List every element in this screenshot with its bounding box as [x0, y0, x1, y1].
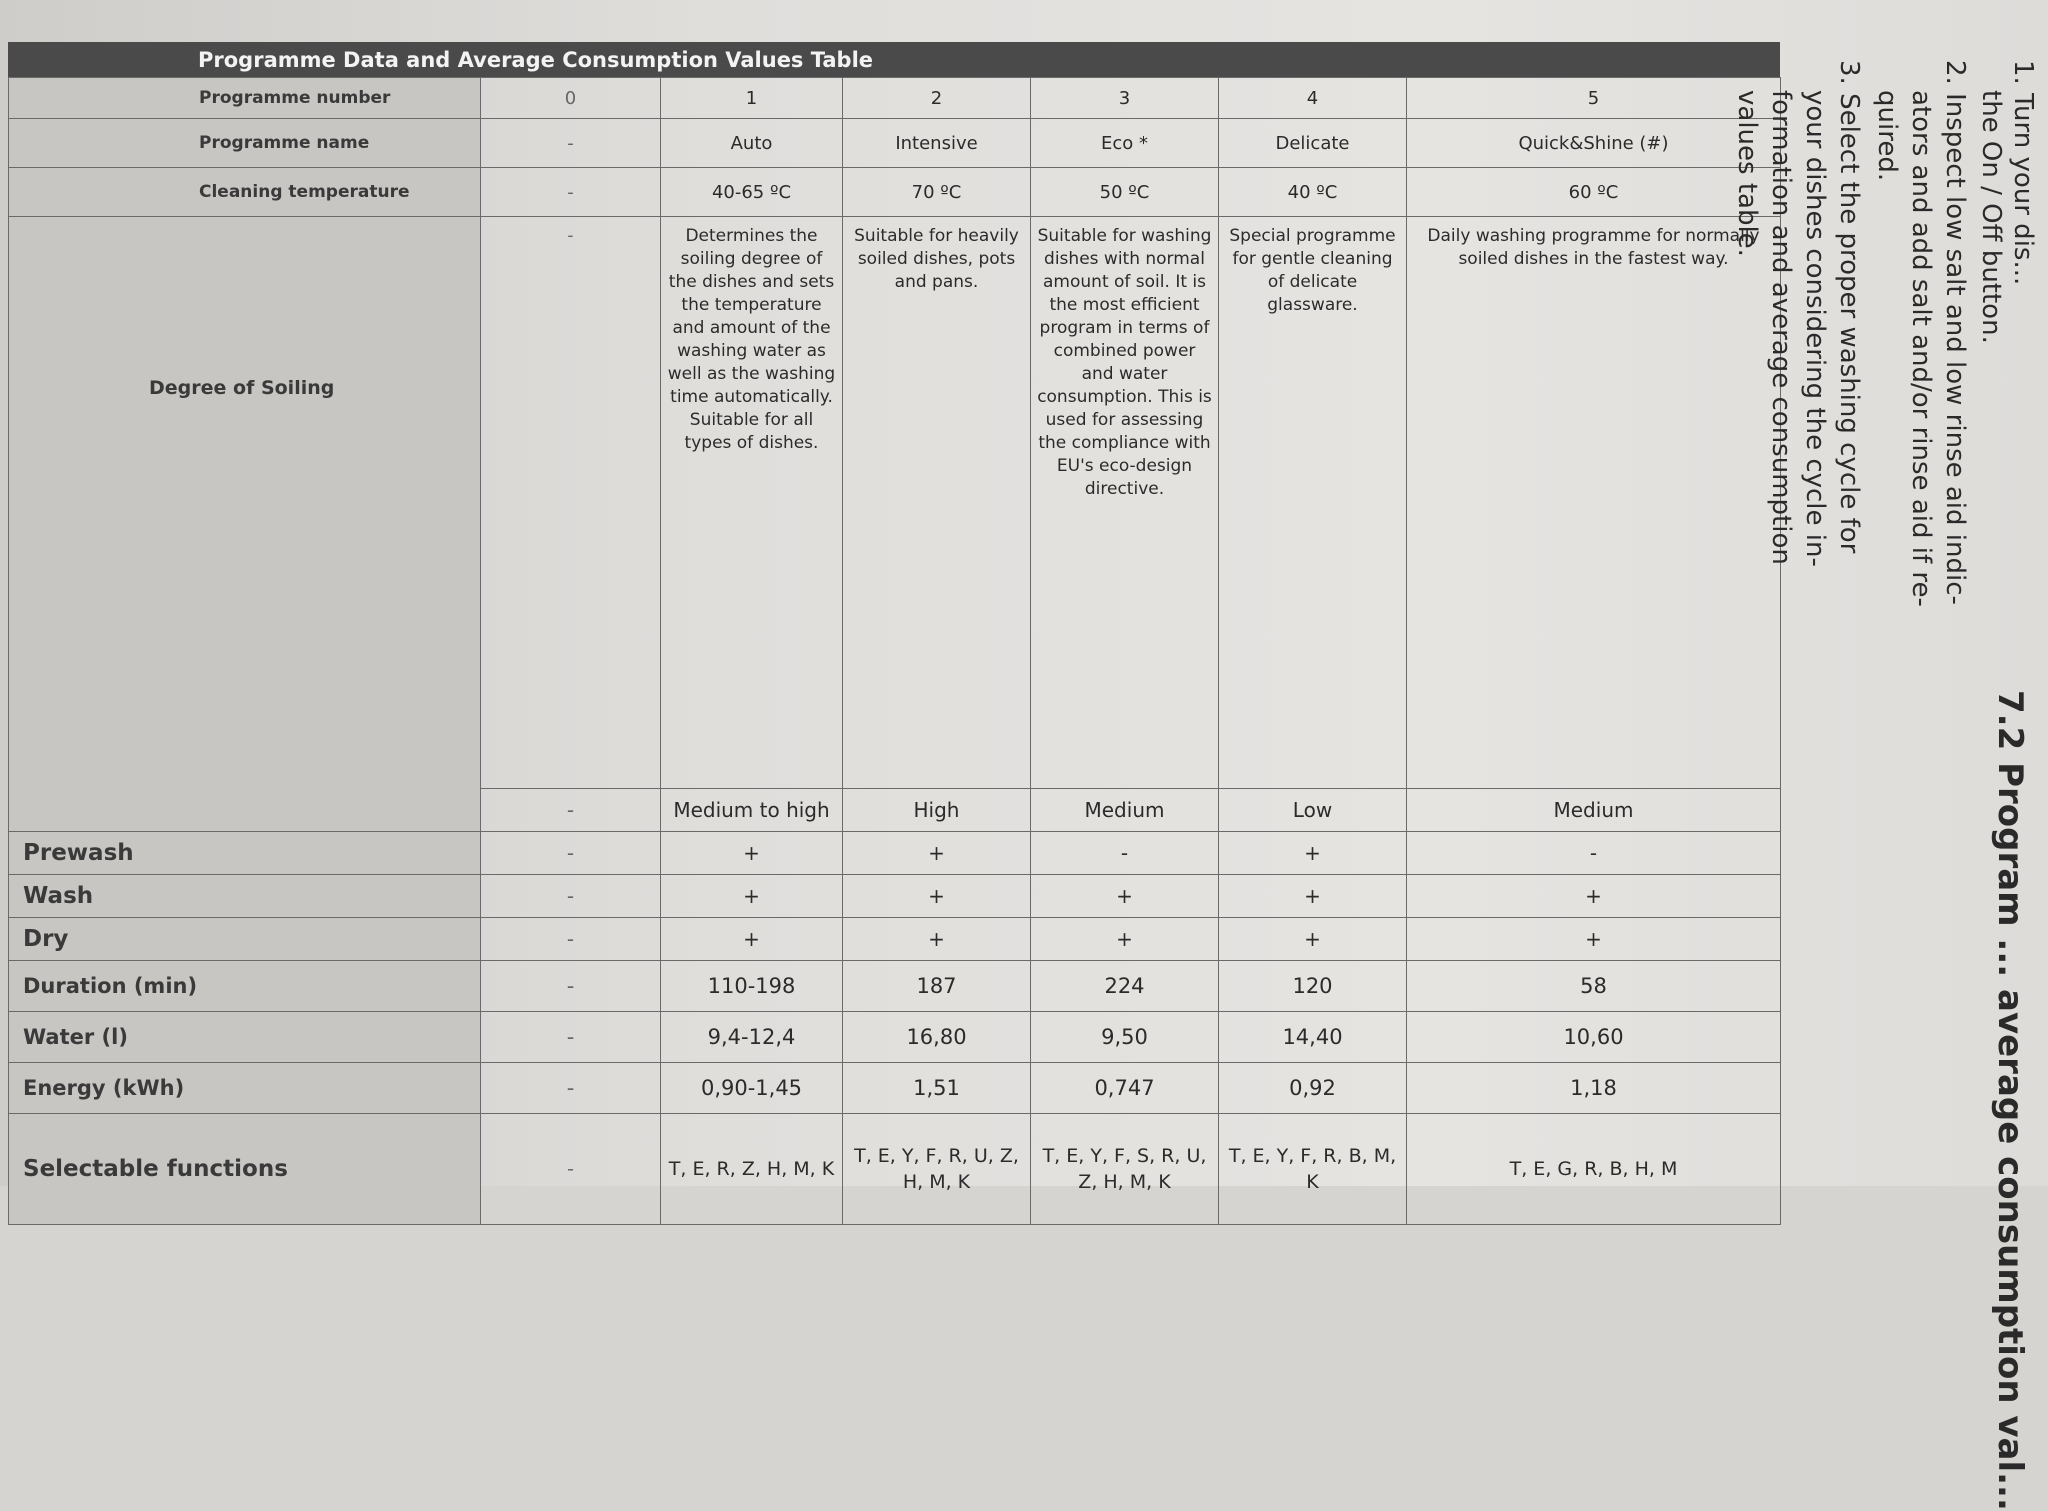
selectable-functions-label: Selectable functions [9, 1114, 481, 1225]
programme-name-cell-2: Intensive [843, 119, 1031, 168]
prewash-cell-4: + [1219, 832, 1407, 875]
step-3-line-2: your dishes considering the cycle in- [1800, 90, 1830, 567]
table-row-dry [9, 918, 1781, 961]
wash-cell-5: + [1407, 875, 1781, 918]
dry-cell-1: + [661, 918, 843, 961]
cleaning-temperature-cell-4: 40 ºC [1219, 168, 1407, 217]
prewash-cell-1: + [661, 832, 843, 875]
cleaning-temperature-label: Cleaning temperature [9, 168, 481, 217]
selectable-functions-cell-0: - [481, 1114, 661, 1225]
selectable-functions-cell-2: T, E, Y, F, R, U, Z, H, M, K [843, 1114, 1031, 1225]
table-row-programme-number [9, 78, 1781, 119]
section-heading: 7.2 Program ... average consumption val... [1990, 690, 2030, 1511]
selectable-functions-cell-4: T, E, Y, F, R, B, M, K [1219, 1114, 1407, 1225]
cleaning-temperature-cell-5: 60 ºC [1407, 168, 1781, 217]
cleaning-temperature-cell-1: 40-65 ºC [661, 168, 843, 217]
prewash-cell-3: - [1031, 832, 1219, 875]
table-row-cleaning-temperature [9, 168, 1781, 217]
soiling-description-0: - [481, 217, 661, 789]
step-1-line-1: 1. Turn your dis... [2008, 60, 2038, 286]
soiling-level-2: High [843, 789, 1031, 832]
programme-name-cell-4: Delicate [1219, 119, 1407, 168]
step-2-line-1: 2. Inspect low salt and low rinse aid indic- [1940, 60, 1970, 605]
water-cell-5: 10,60 [1407, 1012, 1781, 1063]
soiling-level-5: Medium [1407, 789, 1781, 832]
soiling-description-1: Determines the soiling degree of the dishes and sets the temperature and amount of the washing water as well as the washing time automatically. Suitable for all types of dishes. [661, 217, 843, 789]
dry-cell-0: - [481, 918, 661, 961]
table-title: Programme Data and Average Consumption Values Table [8, 42, 1780, 77]
dry-cell-2: + [843, 918, 1031, 961]
energy-label: Energy (kWh) [9, 1063, 481, 1114]
selectable-functions-cell-1: T, E, R, Z, H, M, K [661, 1114, 843, 1225]
programme-number-cell-2: 2 [843, 78, 1031, 119]
programme-table [8, 77, 1781, 1225]
duration-label: Duration (min) [9, 961, 481, 1012]
table-row-selectable-functions [9, 1114, 1781, 1225]
wash-cell-0: - [481, 875, 661, 918]
programme-number-cell-4: 4 [1219, 78, 1407, 119]
water-cell-2: 16,80 [843, 1012, 1031, 1063]
energy-cell-4: 0,92 [1219, 1063, 1407, 1114]
step-2-line-2: ators and add salt and/or rinse aid if re- [1906, 90, 1936, 607]
dry-cell-4: + [1219, 918, 1407, 961]
programme-number-label: Programme number [9, 78, 481, 119]
table-row-duration [9, 961, 1781, 1012]
wash-cell-3: + [1031, 875, 1219, 918]
water-cell-3: 9,50 [1031, 1012, 1219, 1063]
duration-cell-3: 224 [1031, 961, 1219, 1012]
energy-cell-5: 1,18 [1407, 1063, 1781, 1114]
table-row-water [9, 1012, 1781, 1063]
prewash-label: Prewash [9, 832, 481, 875]
wash-cell-1: + [661, 875, 843, 918]
water-cell-0: - [481, 1012, 661, 1063]
dry-cell-3: + [1031, 918, 1219, 961]
soiling-description-5: Daily washing programme for normally soiled dishes in the fastest way. [1407, 217, 1781, 789]
soiling-description-2: Suitable for heavily soiled dishes, pots and pans. [843, 217, 1031, 789]
duration-cell-0: - [481, 961, 661, 1012]
duration-cell-4: 120 [1219, 961, 1407, 1012]
prewash-cell-2: + [843, 832, 1031, 875]
table-row-programme-name [9, 119, 1781, 168]
wash-cell-2: + [843, 875, 1031, 918]
selectable-functions-cell-3: T, E, Y, F, S, R, U, Z, H, M, K [1031, 1114, 1219, 1225]
energy-cell-1: 0,90-1,45 [661, 1063, 843, 1114]
duration-cell-2: 187 [843, 961, 1031, 1012]
step-3-line-1: 3. Select the proper washing cycle for [1834, 60, 1864, 554]
wash-cell-4: + [1219, 875, 1407, 918]
step-1-line-2: the On / Off button. [1976, 90, 2006, 344]
prewash-cell-0: - [481, 832, 661, 875]
programme-number-cell-0: 0 [481, 78, 661, 119]
cleaning-temperature-cell-3: 50 ºC [1031, 168, 1219, 217]
water-cell-1: 9,4-12,4 [661, 1012, 843, 1063]
water-cell-4: 14,40 [1219, 1012, 1407, 1063]
soiling-description-4: Special programme for gentle cleaning of delicate glassware. [1219, 217, 1407, 789]
table-row-prewash [9, 832, 1781, 875]
energy-cell-0: - [481, 1063, 661, 1114]
programme-number-cell-5: 5 [1407, 78, 1781, 119]
cleaning-temperature-cell-0: - [481, 168, 661, 217]
table-row-degree-of-soiling [9, 217, 1781, 789]
programme-name-cell-1: Auto [661, 119, 843, 168]
soiling-level-3: Medium [1031, 789, 1219, 832]
step-2-line-3: quired. [1872, 90, 1902, 182]
soiling-level-1: Medium to high [661, 789, 843, 832]
energy-cell-3: 0,747 [1031, 1063, 1219, 1114]
programme-table-container [8, 42, 1780, 1225]
programme-name-cell-3: Eco * [1031, 119, 1219, 168]
programme-number-cell-1: 1 [661, 78, 843, 119]
programme-name-cell-5: Quick&Shine (#) [1407, 119, 1781, 168]
wash-label: Wash [9, 875, 481, 918]
dry-cell-5: + [1407, 918, 1781, 961]
water-label: Water (l) [9, 1012, 481, 1063]
soiling-description-3: Suitable for washing dishes with normal amount of soil. It is the most efficient program in terms of combined power and water consumption. This is used for assessing the compliance with EU's eco-design directive. [1031, 217, 1219, 789]
programme-number-cell-3: 3 [1031, 78, 1219, 119]
duration-cell-5: 58 [1407, 961, 1781, 1012]
table-row-energy [9, 1063, 1781, 1114]
programme-name-label: Programme name [9, 119, 481, 168]
degree-of-soiling-label: Degree of Soiling [9, 217, 481, 832]
soiling-level-0: - [481, 789, 661, 832]
energy-cell-2: 1,51 [843, 1063, 1031, 1114]
soiling-level-4: Low [1219, 789, 1407, 832]
table-row-wash [9, 875, 1781, 918]
cleaning-temperature-cell-2: 70 ºC [843, 168, 1031, 217]
prewash-cell-5: - [1407, 832, 1781, 875]
dry-label: Dry [9, 918, 481, 961]
duration-cell-1: 110-198 [661, 961, 843, 1012]
selectable-functions-cell-5: T, E, G, R, B, H, M [1407, 1114, 1781, 1225]
step-3-line-4: values table. [1732, 90, 1762, 257]
step-3-line-3: formation and average consumption [1766, 90, 1796, 565]
programme-name-cell-0: - [481, 119, 661, 168]
